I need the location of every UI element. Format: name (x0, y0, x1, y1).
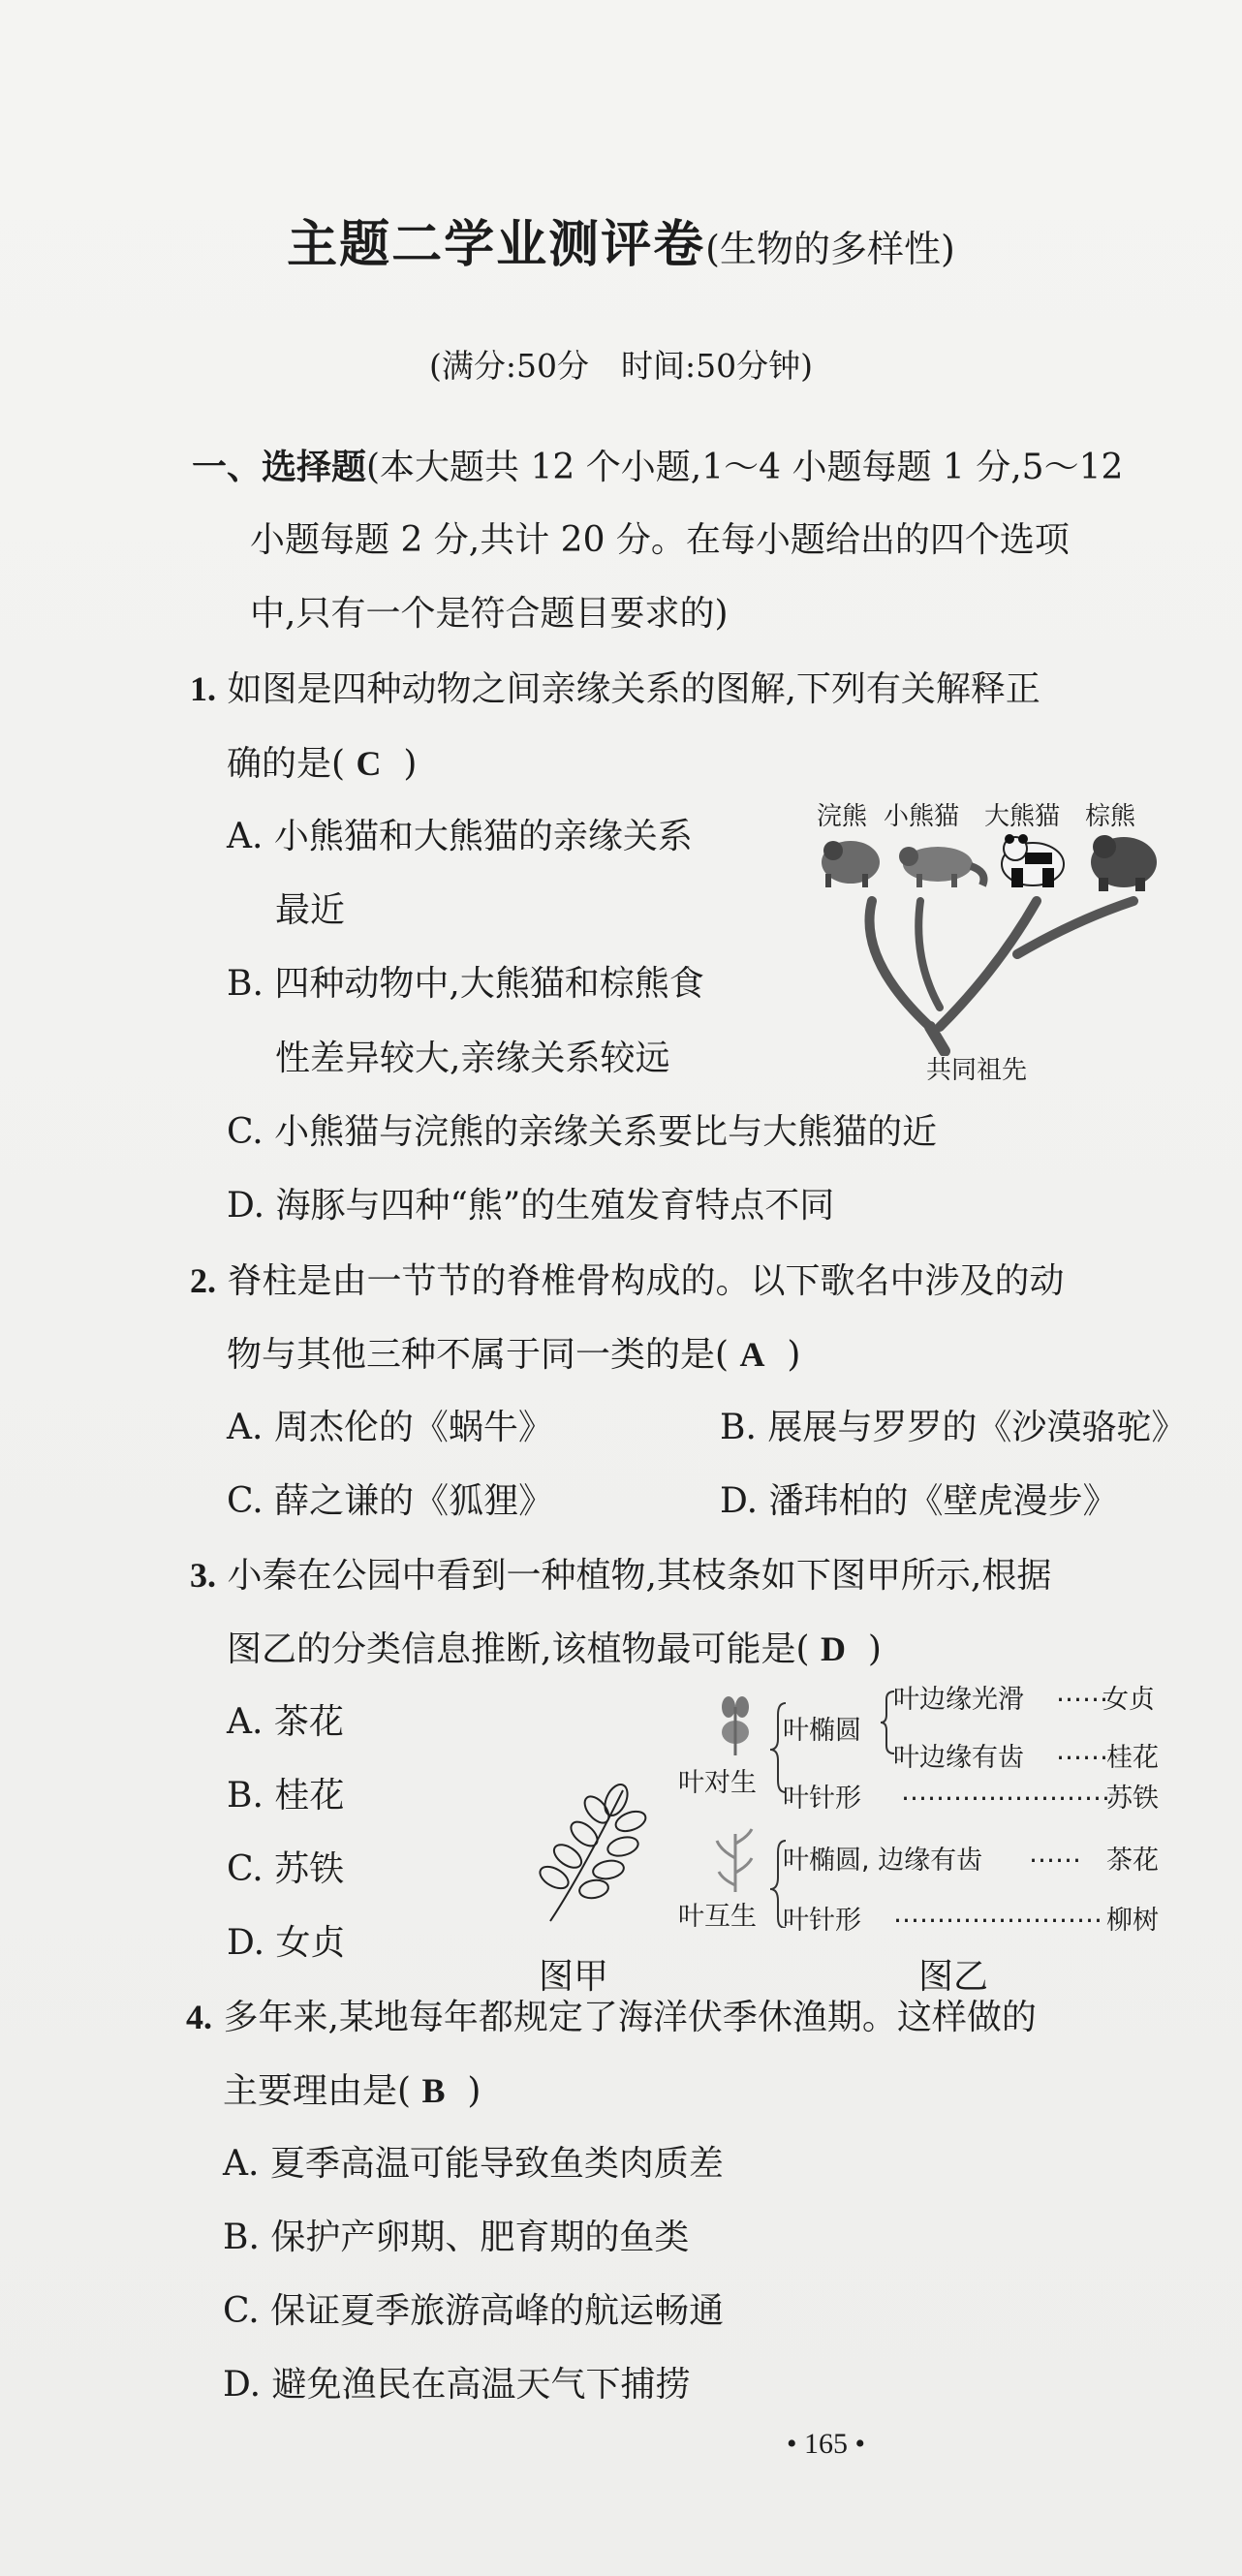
figure-b-caption: 图乙 (918, 1957, 989, 1997)
score-time-info: (满分:50分 时间:50分钟) (429, 347, 813, 385)
q2-number: 2. (190, 1261, 216, 1300)
key-oval-serrate: 叶椭圆, 边缘有齿 (783, 1846, 983, 1876)
title-main: 主题二学业测评卷 (287, 215, 706, 274)
red-panda-icon (899, 847, 984, 887)
leafy-branch-figure (531, 1781, 647, 1926)
q4-number: 4. (186, 1998, 212, 2036)
brown-bear-icon (1091, 835, 1157, 891)
key-oval: 叶椭圆 (783, 1716, 861, 1746)
section-heading: 一、选择题 (192, 447, 367, 487)
key-result-guihua: 桂花 (1106, 1743, 1159, 1773)
q3-option-b: B. 桂花 (227, 1776, 345, 1816)
key-dots-3: …………………… (901, 1777, 1110, 1807)
section-instruction-3: 中,只有一个是符合题目要求的) (250, 594, 729, 634)
q1-option-b-line2: 性差异较大,亲缘关系较远 (275, 1039, 670, 1078)
key-dots-1: …… (1056, 1678, 1108, 1708)
key-dots-5: …………………… (893, 1899, 1102, 1929)
q2-option-a: A. 周杰伦的《蜗牛》 (227, 1408, 553, 1447)
q2-stem-line-2 (227, 1337, 800, 1373)
q1-answer: C (356, 744, 382, 783)
q1-number: 1. (190, 669, 216, 708)
key-needle-2: 叶针形 (783, 1906, 861, 1936)
q2-stem-text-1: 脊柱是由一节节的脊椎骨构成的。以下歌名中涉及的动 (227, 1261, 1065, 1301)
section-instruction-2: 小题每题 2 分,共计 20 分。在每小题给出的四个选项 (250, 520, 1070, 560)
key-needle-1: 叶针形 (783, 1784, 861, 1814)
q1-stem-line-1 (190, 671, 1040, 707)
q1-option-c: C. 小熊猫与浣熊的亲缘关系要比与大熊猫的近 (227, 1112, 938, 1152)
title-sub: (生物的多样性) (705, 228, 955, 270)
tree-branches (870, 901, 1134, 1051)
q3-stem-text-2: 图乙的分类信息推断,该植物最可能是( (227, 1629, 810, 1669)
q1-option-a-line2: 最近 (275, 890, 346, 930)
key-dots-4: …… (1029, 1839, 1081, 1869)
key-result-nuzhen: 女贞 (1102, 1685, 1155, 1715)
key-result-liushu: 柳树 (1106, 1906, 1159, 1936)
q2-close-paren: ) (787, 1335, 801, 1375)
section-instruction-1: (本大题共 12 个小题,1～4 小题每题 1 分,5～12 (366, 448, 1124, 487)
q1-stem-line-2 (227, 746, 417, 782)
q2-option-d: D. 潘玮柏的《壁虎漫步》 (720, 1481, 1118, 1521)
q3-option-c: C. 苏铁 (227, 1849, 345, 1889)
q3-stem-line-2 (227, 1631, 882, 1667)
q2-option-c: C. 薛之谦的《狐狸》 (227, 1481, 554, 1521)
q3-number: 3. (190, 1556, 216, 1595)
key-dots-2: …… (1056, 1736, 1108, 1766)
figure-a-caption: 图甲 (539, 1957, 609, 1997)
q1-option-a-line1: A. 小熊猫和大熊猫的亲缘关系 (227, 817, 693, 856)
key-serrate: 叶边缘有齿 (893, 1743, 1024, 1773)
q2-option-b: B. 展展与罗罗的《沙漠骆驼》 (720, 1408, 1187, 1447)
q4-option-a: A. 夏季高温可能导致鱼类肉质差 (223, 2144, 724, 2184)
q4-stem-text-2: 主要理由是( (223, 2071, 412, 2111)
q1-stem-text-1: 如图是四种动物之间亲缘关系的图解,下列有关解释正 (227, 669, 1040, 709)
q4-stem-text-1: 多年来,某地每年都规定了海洋伏季休渔期。这样做的 (223, 1998, 1037, 2037)
page-number: • 165 • (787, 2428, 866, 2460)
q2-stem-line-1 (190, 1263, 1064, 1299)
q1-stem-text-2: 确的是( (227, 744, 346, 784)
q3-stem-text-1: 小秦在公园中看到一种植物,其枝条如下图甲所示,根据 (227, 1556, 1052, 1596)
q4-option-b: B. 保护产卵期、肥育期的鱼类 (223, 2218, 690, 2257)
q3-answer: D (820, 1629, 846, 1668)
label-raccoon: 浣熊 (817, 802, 868, 831)
q3-stem-line-1 (190, 1558, 1051, 1594)
q4-stem-line-2 (223, 2073, 481, 2109)
phylogenetic-tree-figure (804, 823, 1172, 1056)
key-result-sutie: 苏铁 (1106, 1784, 1159, 1814)
key-alternate: 叶互生 (678, 1902, 757, 1932)
q4-option-c: C. 保证夏季旅游高峰的航运畅通 (223, 2291, 725, 2331)
q4-answer: B (421, 2071, 446, 2110)
q2-stem-text-2: 物与其他三种不属于同一类的是( (227, 1335, 730, 1375)
q3-option-d: D. 女贞 (227, 1923, 346, 1963)
q3-close-paren: ) (867, 1629, 882, 1669)
q3-option-a: A. 茶花 (227, 1702, 344, 1742)
q4-stem-line-1 (186, 2000, 1037, 2035)
key-result-chahua: 茶花 (1106, 1846, 1159, 1876)
section-heading-line (192, 447, 1124, 487)
common-ancestor-label: 共同祖先 (926, 1056, 1028, 1085)
q4-option-d: D. 避免渔民在高温天气下捕捞 (223, 2365, 691, 2405)
page-title (0, 203, 1242, 276)
q1-option-b-line1: B. 四种动物中,大熊猫和棕熊食 (227, 964, 704, 1004)
label-brown-bear: 棕熊 (1085, 802, 1136, 831)
q2-answer: A (739, 1335, 765, 1374)
raccoon-icon (822, 841, 880, 887)
q1-option-d: D. 海豚与四种“熊”的生殖发育特点不同 (227, 1186, 835, 1226)
q1-close-paren: ) (403, 744, 418, 784)
label-giant-panda: 大熊猫 (984, 802, 1061, 831)
key-opposite: 叶对生 (678, 1768, 757, 1798)
key-smooth: 叶边缘光滑 (893, 1685, 1024, 1715)
label-red-panda: 小熊猫 (884, 802, 960, 831)
giant-panda-icon (1002, 834, 1064, 887)
q4-close-paren: ) (467, 2071, 481, 2111)
